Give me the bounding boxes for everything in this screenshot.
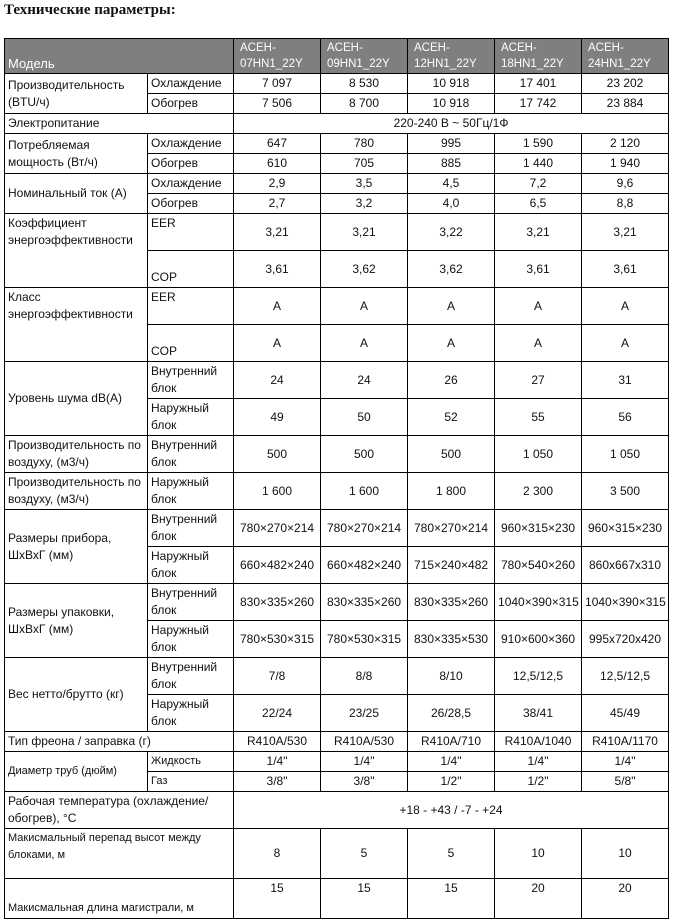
- spec-table: [4, 38, 669, 919]
- current-mode: Охлаждение: [148, 174, 234, 194]
- pipe-length-value: 15: [408, 879, 495, 919]
- current-value: 6,5: [495, 194, 582, 214]
- airflow_in-value: 500: [234, 436, 321, 473]
- eclass-row: [5, 288, 669, 325]
- power-value: 705: [321, 154, 408, 174]
- weight-value: 45/49: [582, 695, 669, 732]
- eclass-value: A: [234, 325, 321, 362]
- current-value: 2,9: [234, 174, 321, 194]
- model-header: Модель: [5, 39, 234, 74]
- noise-value: 55: [495, 399, 582, 436]
- current-value: 3,2: [321, 194, 408, 214]
- pipes-value: 1/4": [495, 752, 582, 772]
- pipes-value: 5/8": [582, 772, 669, 792]
- power-row: [5, 134, 669, 154]
- dimensions-value: 780×270×214: [234, 510, 321, 547]
- weight-value: 22/24: [234, 695, 321, 732]
- noise-value: 49: [234, 399, 321, 436]
- noise-label: Уровень шума dB(A): [5, 362, 148, 436]
- efficiency-value: 3,22: [408, 214, 495, 251]
- weight-mode: Наружный блок: [148, 695, 234, 732]
- noise-value: 52: [408, 399, 495, 436]
- capacity-value: 7 097: [234, 74, 321, 94]
- packing-value: 780×530×315: [234, 621, 321, 658]
- packing-mode: Наружный блок: [148, 621, 234, 658]
- refrigerant-value: R410A/1040: [495, 732, 582, 752]
- capacity-value: 8 530: [321, 74, 408, 94]
- airflow_out-mode: Наружный блок: [148, 473, 234, 510]
- dimensions-mode: Внутренний блок: [148, 510, 234, 547]
- height-diff-value: 8: [234, 829, 321, 879]
- work-temp-label: Рабочая температура (охлаждение/обогрев), °С: [5, 792, 234, 829]
- power-value: 995: [408, 134, 495, 154]
- power-value: 1 590: [495, 134, 582, 154]
- current-row: [5, 174, 669, 194]
- noise-mode: Внутренний блок: [148, 362, 234, 399]
- height-diff-value: 10: [495, 829, 582, 879]
- packing-value: 1040×390×315: [582, 584, 669, 621]
- airflow_in-value: 500: [321, 436, 408, 473]
- spec-table-body: [5, 39, 669, 919]
- eclass-value: A: [234, 288, 321, 325]
- power-value: 885: [408, 154, 495, 174]
- airflow_in-row: [5, 436, 669, 473]
- eclass-value: A: [321, 325, 408, 362]
- eclass-value: A: [582, 288, 669, 325]
- dimensions-value: 860x667x310: [582, 547, 669, 584]
- dimensions-row: [5, 510, 669, 547]
- current-label: Номинальный ток (А): [5, 174, 148, 214]
- pipe-length-value: 15: [234, 879, 321, 919]
- efficiency-value: 3,21: [321, 214, 408, 251]
- current-value: 7,2: [495, 174, 582, 194]
- refrigerant-row: [5, 732, 669, 752]
- capacity-value: 17 401: [495, 74, 582, 94]
- efficiency-mode: EER: [148, 214, 234, 251]
- refrigerant-label: Тип фреона / заправка (г): [5, 732, 234, 752]
- power-supply-row: [5, 114, 669, 134]
- weight-value: 38/41: [495, 695, 582, 732]
- dimensions-value: 660×482×240: [234, 547, 321, 584]
- capacity-value: 7 506: [234, 94, 321, 114]
- packing-row: [5, 584, 669, 621]
- dimensions-value: 780×270×214: [408, 510, 495, 547]
- efficiency-value: 3,21: [234, 214, 321, 251]
- capacity-value: 10 918: [408, 74, 495, 94]
- pipes-value: 1/2": [408, 772, 495, 792]
- packing-value: 1040×390×315: [495, 584, 582, 621]
- dimensions-value: 780×540×260: [495, 547, 582, 584]
- power-label: Потребляемая мощность (Вт/ч): [5, 134, 148, 174]
- efficiency-row: [5, 214, 669, 251]
- dimensions-label: Размеры прибора, ШхВхГ (мм): [5, 510, 148, 584]
- efficiency-value: 3,62: [408, 251, 495, 288]
- efficiency-value: 3,61: [582, 251, 669, 288]
- power-supply-label: Электропитание: [5, 114, 234, 134]
- noise-value: 56: [582, 399, 669, 436]
- packing-value: 830×335×530: [408, 621, 495, 658]
- capacity-mode: Охлаждение: [148, 74, 234, 94]
- noise-value: 24: [321, 362, 408, 399]
- power-value: 610: [234, 154, 321, 174]
- pipes-mode: Газ: [148, 772, 234, 792]
- power-value: 2 120: [582, 134, 669, 154]
- power-mode: Охлаждение: [148, 134, 234, 154]
- height-diff-value: 5: [321, 829, 408, 879]
- airflow_out-row: [5, 473, 669, 510]
- model-name: ACEH-07HN1_22Y: [234, 39, 321, 74]
- eclass-value: A: [495, 288, 582, 325]
- noise-value: 24: [234, 362, 321, 399]
- eclass-value: A: [495, 325, 582, 362]
- pipes-row: [5, 752, 669, 772]
- weight-mode: Внутренний блок: [148, 658, 234, 695]
- capacity-value: 17 742: [495, 94, 582, 114]
- airflow_out-value: 1 600: [321, 473, 408, 510]
- packing-value: 830×335×260: [408, 584, 495, 621]
- current-value: 8,8: [582, 194, 669, 214]
- pipes-value: 1/4": [234, 752, 321, 772]
- height-diff-label: Макисмальный перепад высот между блоками, м: [5, 829, 234, 879]
- height-diff-value: 5: [408, 829, 495, 879]
- airflow_in-label: Производительность по воздуху, (м3/ч): [5, 436, 148, 473]
- dimensions-value: 660×482×240: [321, 547, 408, 584]
- efficiency-value: 3,61: [234, 251, 321, 288]
- weight-value: 12,5/12,5: [495, 658, 582, 695]
- page-title: Технические параметры:: [4, 2, 176, 18]
- packing-value: 780×530×315: [321, 621, 408, 658]
- eclass-value: A: [408, 325, 495, 362]
- capacity-row: [5, 74, 669, 94]
- noise-row: [5, 362, 669, 399]
- pipes-value: 1/2": [495, 772, 582, 792]
- current-value: 2,7: [234, 194, 321, 214]
- pipes-value: 1/4": [321, 752, 408, 772]
- noise-value: 31: [582, 362, 669, 399]
- pipes-value: 1/4": [582, 752, 669, 772]
- capacity-value: 10 918: [408, 94, 495, 114]
- weight-label: Вес нетто/брутто (кг): [5, 658, 148, 732]
- airflow_out-value: 2 300: [495, 473, 582, 510]
- pipe-length-row: [5, 879, 669, 919]
- efficiency-value: 3,21: [495, 214, 582, 251]
- eclass-label: Класс энергоэффективности: [5, 288, 148, 362]
- current-value: 3,5: [321, 174, 408, 194]
- noise-value: 50: [321, 399, 408, 436]
- eclass-mode: EER: [148, 288, 234, 325]
- power-supply-value: 220-240 В ~ 50Гц/1Ф: [234, 114, 669, 134]
- header-row: [5, 39, 669, 74]
- airflow_in-mode: Внутренний блок: [148, 436, 234, 473]
- power-value: 1 440: [495, 154, 582, 174]
- weight-value: 7/8: [234, 658, 321, 695]
- eclass-value: A: [321, 288, 408, 325]
- dimensions-value: 960×315×230: [495, 510, 582, 547]
- packing-label: Размеры упаковки, ШхВхГ (мм): [5, 584, 148, 658]
- noise-mode: Наружный блок: [148, 399, 234, 436]
- dimensions-mode: Наружный блок: [148, 547, 234, 584]
- weight-value: 8/10: [408, 658, 495, 695]
- capacity-label: Производительность (BTU/ч): [5, 74, 148, 114]
- weight-value: 26/28,5: [408, 695, 495, 732]
- model-name: ACEH-24HN1_22Y: [582, 39, 669, 74]
- airflow_out-label: Производительность по воздуху, (м3/ч): [5, 473, 148, 510]
- efficiency-value: 3,62: [321, 251, 408, 288]
- efficiency-value: 3,61: [495, 251, 582, 288]
- airflow_out-value: 3 500: [582, 473, 669, 510]
- airflow_out-value: 1 600: [234, 473, 321, 510]
- capacity-mode: Обогрев: [148, 94, 234, 114]
- work-temp-value: +18 - +43 / -7 - +24: [234, 792, 669, 829]
- packing-mode: Внутренний блок: [148, 584, 234, 621]
- eclass-value: A: [408, 288, 495, 325]
- packing-value: 995x720x420: [582, 621, 669, 658]
- pipe-length-value: 20: [582, 879, 669, 919]
- current-value: 4,5: [408, 174, 495, 194]
- efficiency-value: 3,21: [582, 214, 669, 251]
- airflow_in-value: 500: [408, 436, 495, 473]
- weight-value: 23/25: [321, 695, 408, 732]
- model-name: ACEH-18HN1_22Y: [495, 39, 582, 74]
- power-value: 1 940: [582, 154, 669, 174]
- capacity-value: 23 202: [582, 74, 669, 94]
- power-value: 647: [234, 134, 321, 154]
- refrigerant-value: R410A/710: [408, 732, 495, 752]
- noise-value: 26: [408, 362, 495, 399]
- weight-value: 12,5/12,5: [582, 658, 669, 695]
- pipe-length-value: 15: [321, 879, 408, 919]
- airflow_in-value: 1 050: [495, 436, 582, 473]
- work-temp-row: [5, 792, 669, 829]
- power-mode: Обогрев: [148, 154, 234, 174]
- refrigerant-value: R410A/530: [321, 732, 408, 752]
- efficiency-mode: COP: [148, 251, 234, 288]
- model-name: ACEH-12HN1_22Y: [408, 39, 495, 74]
- dimensions-value: 780×270×214: [321, 510, 408, 547]
- pipes-mode: Жидкость: [148, 752, 234, 772]
- packing-value: 830×335×260: [321, 584, 408, 621]
- current-mode: Обогрев: [148, 194, 234, 214]
- current-value: 9,6: [582, 174, 669, 194]
- efficiency-label: Коэффициент энергоэффективности: [5, 214, 148, 288]
- current-value: 4,0: [408, 194, 495, 214]
- packing-value: 910×600×360: [495, 621, 582, 658]
- weight-row: [5, 658, 669, 695]
- capacity-value: 8 700: [321, 94, 408, 114]
- pipes-label: Диаметр труб (дюйм): [5, 752, 148, 792]
- refrigerant-value: R410A/530: [234, 732, 321, 752]
- eclass-value: A: [582, 325, 669, 362]
- pipe-length-label: Макисмальная длина магистрали, м: [5, 879, 234, 919]
- height-diff-row: [5, 829, 669, 879]
- dimensions-value: 960×315×230: [582, 510, 669, 547]
- capacity-value: 23 884: [582, 94, 669, 114]
- height-diff-value: 10: [582, 829, 669, 879]
- airflow_out-value: 1 800: [408, 473, 495, 510]
- airflow_in-value: 1 050: [582, 436, 669, 473]
- dimensions-value: 715×240×482: [408, 547, 495, 584]
- noise-value: 27: [495, 362, 582, 399]
- model-name: ACEH-09HN1_22Y: [321, 39, 408, 74]
- refrigerant-value: R410A/1170: [582, 732, 669, 752]
- eclass-mode: COP: [148, 325, 234, 362]
- packing-value: 830×335×260: [234, 584, 321, 621]
- weight-value: 8/8: [321, 658, 408, 695]
- pipes-value: 3/8": [321, 772, 408, 792]
- pipes-value: 3/8": [234, 772, 321, 792]
- pipe-length-value: 20: [495, 879, 582, 919]
- pipes-value: 1/4": [408, 752, 495, 772]
- power-value: 780: [321, 134, 408, 154]
